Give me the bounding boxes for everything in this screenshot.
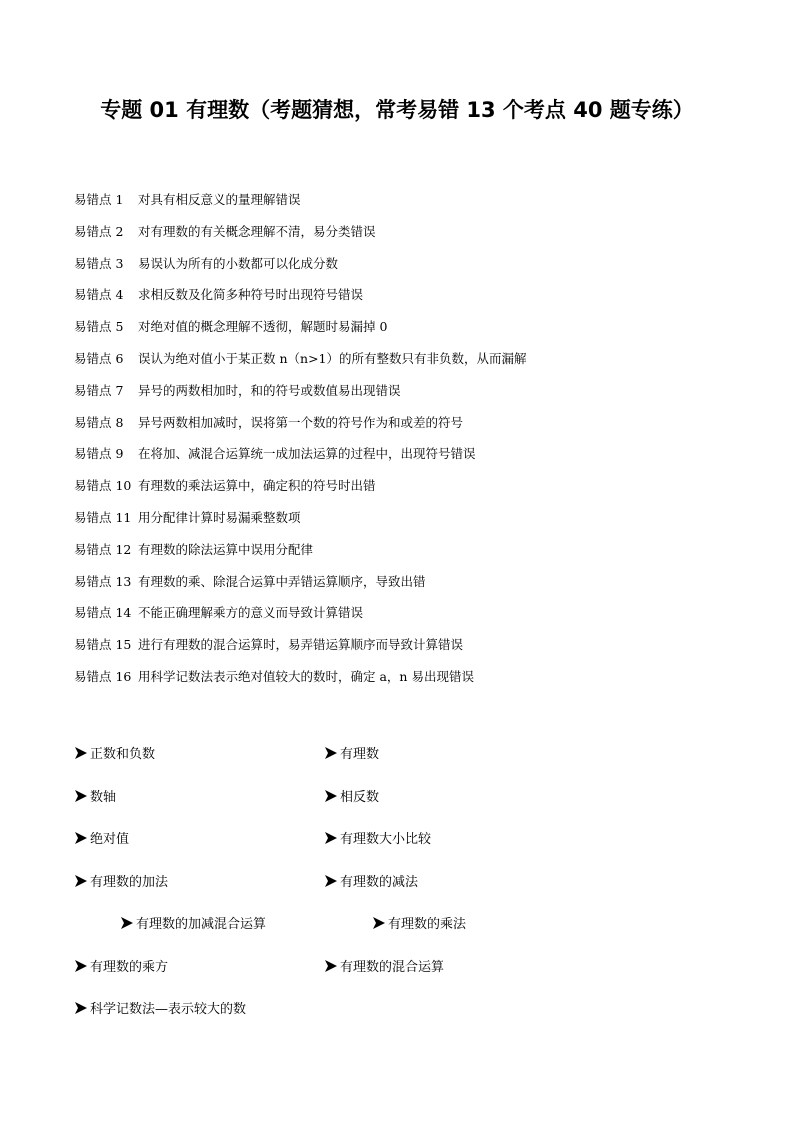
- topic-item: [74, 999, 246, 1021]
- error-point-text: 进行有理数的混合运算时，易弄错运算顺序而导致计算错误: [138, 637, 464, 653]
- error-point-item: [74, 349, 754, 381]
- error-point-text: 用分配律计算时易漏乘整数项: [138, 509, 301, 525]
- error-point-code: 易错点 9: [74, 446, 124, 462]
- topic-label: 科学记数法—表示较大的数: [90, 1002, 247, 1017]
- topic-label: 有理数的加减混合运算: [136, 917, 267, 932]
- error-point-code: 易错点 7: [74, 382, 124, 398]
- error-point-code: 易错点 6: [74, 350, 124, 366]
- error-point-code: 易错点 8: [74, 414, 124, 430]
- arrow-bullet-icon: [324, 874, 338, 888]
- arrow-bullet-icon: [372, 916, 386, 930]
- topic-label: 相反数: [340, 789, 380, 805]
- topic-row: [74, 872, 754, 915]
- error-point-text: 异号两数相加减时，误将第一个数的符号作为和或差的符号: [138, 414, 464, 430]
- error-point-item: [74, 540, 754, 572]
- topic-item: [74, 787, 116, 809]
- topic-row: [74, 744, 754, 787]
- topic-item: [324, 872, 418, 894]
- topic-row: [74, 787, 754, 830]
- error-points-list: [74, 190, 754, 699]
- topic-label: 有理数大小比较: [340, 832, 432, 847]
- arrow-bullet-icon: [74, 1001, 88, 1015]
- arrow-bullet-icon: [324, 789, 338, 803]
- topic-label: 有理数的混合运算: [340, 959, 445, 975]
- error-point-code: 易错点 1: [74, 192, 124, 207]
- error-point-item: [74, 635, 754, 667]
- page-title: 专题 01 有理数（考题猜想，常考易错 13 个考点 40 题专练）: [100, 98, 694, 122]
- error-point-code: 易错点 16: [74, 668, 132, 684]
- error-point-text: 对具有相反意义的量理解错误: [138, 192, 301, 207]
- error-point-text: 有理数的乘、除混合运算中弄错运算顺序，导致出错: [138, 573, 426, 589]
- topic-item: [74, 957, 168, 979]
- topic-item: [324, 744, 379, 766]
- error-point-code: 易错点 4: [74, 287, 124, 303]
- topics-list: [74, 744, 754, 1042]
- error-point-item: [74, 190, 754, 222]
- arrow-bullet-icon: [74, 831, 88, 845]
- error-point-item: [74, 667, 754, 699]
- error-point-text: 对绝对值的概念理解不透彻，解题时易漏掉 0: [138, 319, 388, 335]
- error-point-code: 易错点 12: [74, 541, 132, 557]
- error-point-text: 误认为绝对值小于某正数 n（n>1）的所有整数只有非负数，从而漏解: [138, 350, 527, 366]
- arrow-bullet-icon: [74, 789, 88, 803]
- error-point-item: [74, 476, 754, 508]
- error-point-text: 求相反数及化简多种符号时出现符号错误: [138, 287, 364, 303]
- topic-item: [74, 744, 155, 766]
- error-point-text: 在将加、减混合运算统一成加法运算的过程中，出现符号错误: [138, 446, 476, 462]
- error-point-item: [74, 508, 754, 540]
- error-point-item: [74, 285, 754, 317]
- topic-item: [324, 957, 444, 979]
- topic-label: 有理数的减法: [340, 874, 419, 890]
- error-point-code: 易错点 3: [74, 255, 124, 271]
- error-point-item: [74, 317, 754, 349]
- topic-item: [74, 829, 129, 851]
- error-point-item: [74, 444, 754, 476]
- error-point-item: [74, 254, 754, 286]
- topic-label: 正数和负数: [90, 747, 156, 762]
- error-point-code: 易错点 11: [74, 509, 132, 525]
- error-point-text: 对有理数的有关概念理解不清，易分类错误: [138, 223, 376, 239]
- arrow-bullet-icon: [324, 959, 338, 973]
- arrow-bullet-icon: [74, 746, 88, 760]
- error-point-item: [74, 222, 754, 254]
- error-point-text: 不能正确理解乘方的意义而导致计算错误: [138, 605, 364, 621]
- error-point-item: [74, 603, 754, 635]
- error-point-item: [74, 572, 754, 604]
- topic-label: 有理数的乘方: [90, 959, 169, 975]
- topic-item: [74, 872, 168, 894]
- topic-item: [372, 914, 466, 936]
- arrow-bullet-icon: [120, 916, 134, 930]
- error-point-item: [74, 413, 754, 445]
- error-point-item: [74, 381, 754, 413]
- topic-label: 数轴: [90, 789, 117, 805]
- arrow-bullet-icon: [324, 746, 338, 760]
- error-point-code: 易错点 15: [74, 637, 132, 653]
- error-point-text: 用科学记数法表示绝对值较大的数时，确定 a，n 易出现错误: [138, 668, 474, 684]
- error-point-code: 易错点 13: [74, 573, 132, 589]
- error-point-code: 易错点 5: [74, 319, 124, 335]
- arrow-bullet-icon: [74, 959, 88, 973]
- error-point-text: 有理数的乘法运算中，确定积的符号时出错: [138, 478, 376, 494]
- topic-item: [120, 914, 266, 936]
- error-point-text: 易误认为所有的小数都可以化成分数: [138, 255, 339, 271]
- topic-row: [74, 999, 754, 1042]
- error-point-text: 有理数的除法运算中误用分配律: [138, 541, 314, 557]
- arrow-bullet-icon: [324, 831, 338, 845]
- error-point-text: 异号的两数相加时，和的符号或数值易出现错误: [138, 382, 401, 398]
- topic-label: 绝对值: [90, 832, 130, 847]
- topic-row: [74, 829, 754, 872]
- topic-item: [324, 829, 431, 851]
- arrow-bullet-icon: [74, 874, 88, 888]
- topic-label: 有理数的乘法: [388, 917, 467, 932]
- topic-label: 有理数的加法: [90, 874, 169, 890]
- error-point-code: 易错点 14: [74, 605, 132, 621]
- error-point-code: 易错点 2: [74, 223, 124, 239]
- topic-row: [74, 914, 754, 957]
- topic-label: 有理数: [340, 747, 380, 762]
- topic-row: [74, 957, 754, 1000]
- topic-item: [324, 787, 379, 809]
- error-point-code: 易错点 10: [74, 478, 132, 494]
